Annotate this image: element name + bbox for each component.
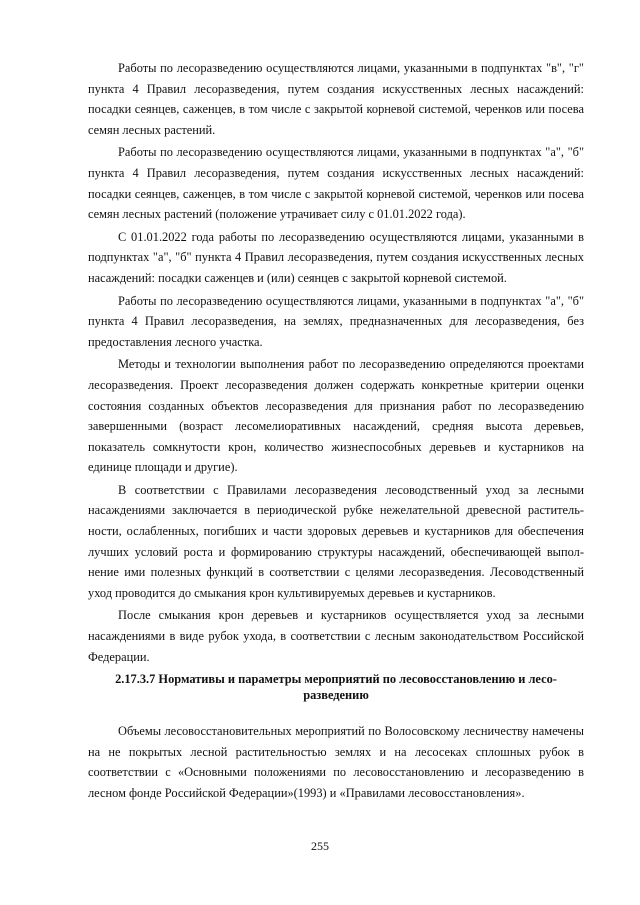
paragraph-6: В соответствии с Правилами лесоразведения лесоводственный уход за лесными насаждениями заключается в периодической рубке нежелательной древесной растительности, ослабленных, погибших и части здоровых деревьев и кустарников для обеспечения лучших условий роста и формированию структуры насаждений, обеспечивающей выполнение ими полезных функций в соответствии с целями лесоразведения. Лесоводственный уход проводится до смыкания крон культивируемых деревьев и кустарников. [88,482,584,600]
paragraph-8: Объемы лесовосстановительных мероприятий по Волосовскому лесничеству намечены на не покрытых лесной растительностью землях и на лесосеках сплошных рубок в соответствии с «Основными положениями по лесовосстановлению и лесоразведению в лесном фонде Российской Федерации»(1993) и «Правилами лесовосстановления». [88,724,584,800]
paragraph-7: После смыкания крон деревьев и кустарников осуществляется уход за лесными насаждениями в виде рубок ухода, в соответствии с лесным законодательством Российской Федерации. [88,608,584,664]
page-number: 255 [311,839,329,853]
paragraph-1: Работы по лесоразведению осуществляются лицами, указанными в подпунктах "в", "г" пункта 4 Правил лесоразведения, путем создания искусственных лесных насаждений: посадки сеянцев, саженцев, в том числе с закрытой корневой системой, черенков или посева семян лесных растений. [88,61,584,137]
paragraph-2: Работы по лесоразведению осуществляются лицами, указанными в подпунктах "а", "б" пункта 4 Правил лесоразведения, путем создания искусственных лесных насаждений: посадки сеянцев, саженцев, в том числе с закрытой корневой системой, черенков или посева семян лесных растений (положение утрачивает силу с 01.01.2022 года). [88,145,584,222]
section-heading: 2.17.3.7 Нормативы и параметры мероприятий по лесовосстановлению и лесоразведению [115,672,557,703]
paragraph-4: Работы по лесоразведению осуществляются лицами, указанными в подпунктах "а", "б" пункта 4 Правил лесоразведения, на землях, предназначенных для лесоразведения, без предоставления лесного участка. [88,293,584,349]
document-page [88,58,584,806]
paragraph-3: С 01.01.2022 года работы по лесоразведению осуществляются лицами, указанными в подпунктах "а", "б" пункта 4 Правил лесоразведения, путем создания искусственных лесных насаждений: посадки саженцев и (или) сеянцев с закрытой корневой системой. [88,229,584,285]
paragraph-5: Методы и технологии выполнения работ по лесоразведению определяются проектами лесоразведения. Проект лесоразведения должен содержать конкретные критерии оценки состояния созданных объектов лесоразведения для признания работ по лесоразведению завершенными (возраст лесомелиоративных насаждений, средняя высота деревьев, показатель сомкнутости крон, количество жизнеспособных деревьев и кустарников на единице площади и другие). [88,357,584,475]
